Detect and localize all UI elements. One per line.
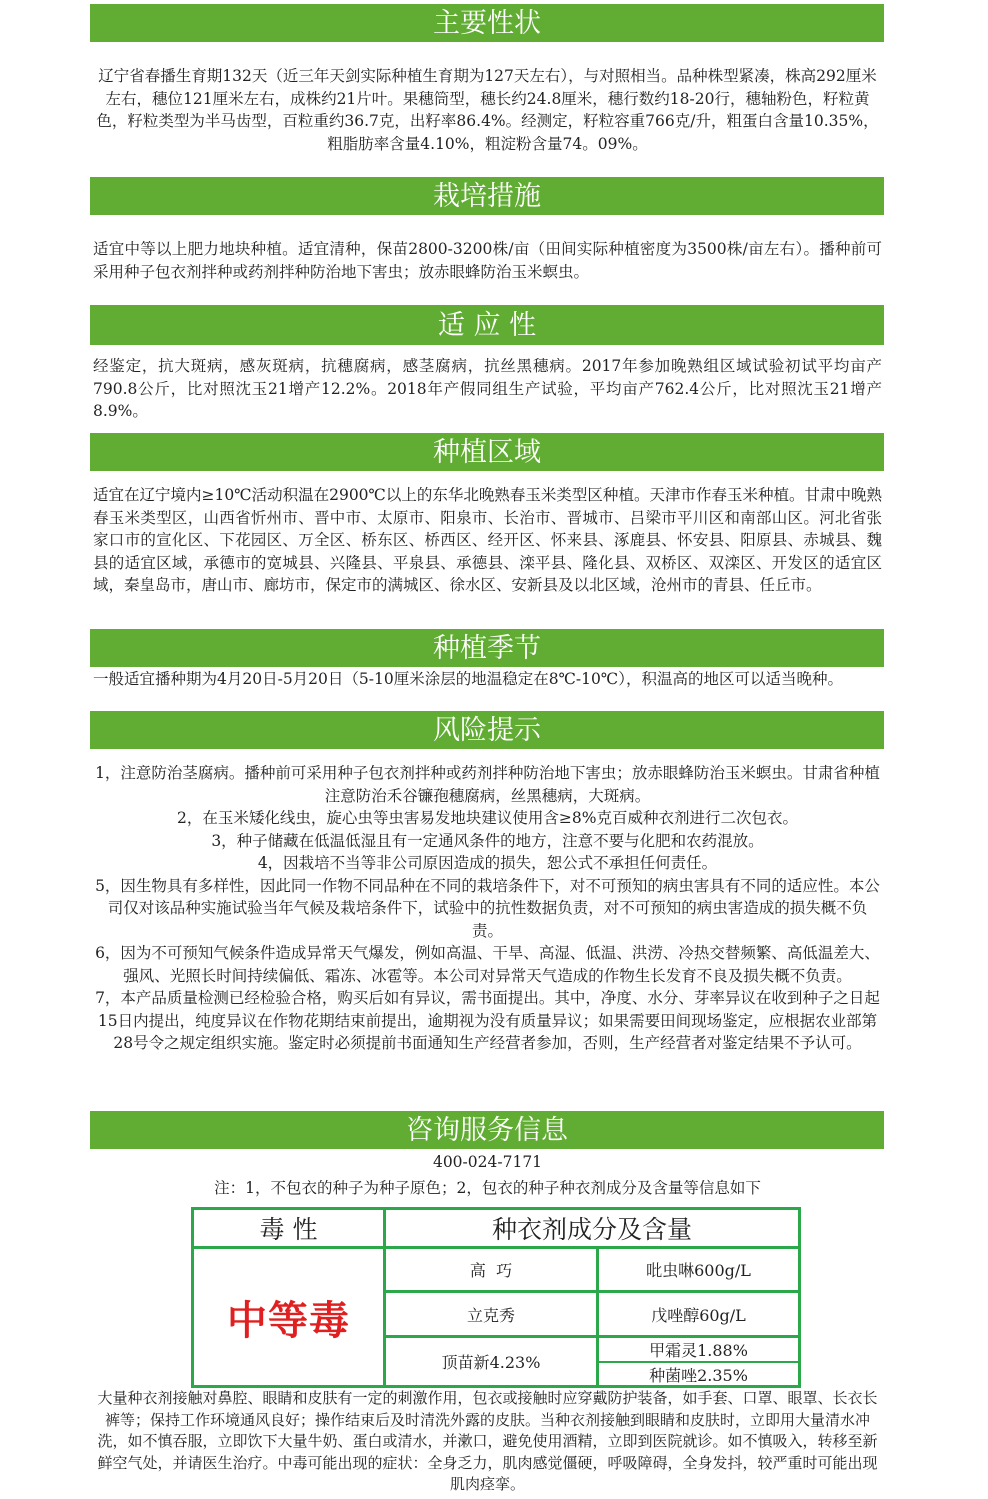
product-name: 立克秀 [466,1305,515,1325]
service-phone: 400-024-7171 [432,1153,543,1171]
risk-item: 4，因栽培不当等非公司原因造成的损失，恕公式不承担任何责任。 [257,854,718,872]
section-header-season: 种植季节 [90,629,884,667]
service-note: 注：1，不包衣的种子为种子原色；2，包衣的种子种衣剂成分及含量等信息如下 [214,1179,761,1197]
risk-item: 1，注意防治茎腐病。播种前可采用种子包衣剂拌种或药剂拌种防治地下害虫；放赤眼蜂防治玉米螟虫。甘肃省种植注意防治禾谷镰孢穗腐病，丝黑穗病，大斑病。 [95,764,880,805]
product-name: 高 巧 [469,1261,513,1280]
risk-list [93,762,882,1055]
season-text: 一般适宜播种期为4月20日-5月20日（5-10厘米涂层的地温稳定在8℃-10℃），积温高的地区可以适当晚种。 [93,670,843,688]
ingredient: 吡虫啉600g/L [646,1261,751,1280]
header-toxicity: 毒 性 [259,1215,318,1244]
section-header-adaptability: 适 应 性 [90,305,884,345]
section-header-service: 咨询服务信息 [90,1111,884,1149]
seed-coating-table [191,1207,801,1388]
safety-warning: 大量种衣剂接触对鼻腔、眼睛和皮肤有一定的刺激作用，包衣或接触时应穿戴防护装备，如手套、口罩、眼罩、长衣长裤等；保持工作环境通风良好；操作结束后及时清洗外露的皮肤。当种衣剂接触到眼睛和皮肤时，立即用大量清水冲洗，如不慎吞服，立即饮下大量牛奶、蛋白或清水，并漱口，避免使用酒精，立即到医院就诊。如不慎吸入，转移至新鲜空气处，并请医生治疗。中毒可能出现的症状：全身乏力，肌肉感觉僵硬，呼吸障碍，全身发抖，较严重时可能出现肌肉痉挛。 [97,1389,878,1493]
traits-text: 辽宁省春播生育期132天（近三年天剑实际种植生育期为127天左右），与对照相当。品种株型紧凑，株高292厘米左右，穗位121厘米左右，成株约21片叶。果穗筒型，穗长约24.8厘米，穗行数约18-20行，穗轴粉色，籽粒黄色，籽粒类型为半马齿型，百粒重约36.7克，出籽率86.4%。经测定，籽粒容重766克/升，粗蛋白含量10.35%，粗脂肪率含量4.10%，粗淀粉含量74。09%。 [96,67,879,153]
ingredient: 种菌唑2.35% [649,1365,748,1385]
toxicity-value: 中等毒 [227,1297,350,1344]
risk-item: 6，因为不可预知气候条件造成异常天气爆发，例如高温、干旱、高湿、低温、洪涝、冷热交替频繁、高低温差大、强风、光照长时间持续偏低、霜冻、冰雹等。本公司对异常天气造成的作物生长发育不良及损失概不负责。 [95,944,880,985]
header-components: 种衣剂成分及含量 [491,1215,692,1244]
region-text: 适宜在辽宁境内≥10℃活动积温在2900℃以上的东华北晚熟春玉米类型区种植。天津市作春玉米种植。甘肃中晚熟春玉米类型区，山西省忻州市、晋中市、太原市、阳泉市、长治市、晋城市、吕梁市平川区和南部山区。河北省张家口市的宣化区、下花园区、万全区、桥东区、桥西区、经开区、怀来县、涿鹿县、怀安县、阳原县、赤城县、魏县的适宜区域，承德市的宽城县、兴隆县、平泉县、承德县、滦平县、隆化县、双桥区、双滦区、开发区的适宜区域，秦皇岛市，唐山市、廊坊市，保定市的满城区、徐水区、安新县及以北区域，沧州市的青县、任丘市。 [93,486,882,594]
section-header-cultivation: 栽培措施 [90,177,884,215]
ingredient: 戊唑醇60g/L [651,1305,746,1325]
product-name: 顶苗新4.23% [441,1353,541,1372]
risk-item: 5，因生物具有多样性，因此同一作物不同品种在不同的栽培条件下，对不可预知的病虫害具有不同的适应性。本公司仅对该品种实施试验当年气候及栽培条件下，试验中的抗性数据负责，对不可预知的病虫害造成的损失概不负责。 [95,876,880,940]
section-header-traits: 主要性状 [90,4,884,42]
adaptability-text: 经鉴定，抗大斑病，感灰斑病，抗穗腐病，感茎腐病，抗丝黑穗病。2017年参加晚熟组区域试验初试平均亩产790.8公斤，比对照沈玉21增产12.2%。2018年产假同组生产试验，平均亩产762.4公斤，比对照沈玉21增产8.9%。 [93,357,882,420]
risk-item: 7，本产品质量检测已经检验合格，购买后如有异议，需书面提出。其中，净度、水分、芽率异议在收到种子之日起15日内提出，纯度异议在作物花期结束前提出，逾期视为没有质量异议；如果需要田间现场鉴定，应根据农业部第28号令之规定组织实施。鉴定时必须提前书面通知生产经营者参加，否则，生产经营者对鉴定结果不予认可。 [95,989,880,1052]
section-header-region: 种植区域 [90,433,884,471]
cultivation-text: 适宜中等以上肥力地块种植。适宜清种，保苗2800-3200株/亩（田间实际种植密度为3500株/亩左右）。播种前可采用种子包衣剂拌种或药剂拌种防治地下害虫；放赤眼蜂防治玉米螟虫。 [93,240,882,281]
risk-item: 2，在玉米矮化线虫，旋心虫等虫害易发地块建议使用含≥8%克百威种衣剂进行二次包衣。 [177,809,798,827]
section-header-risk: 风险提示 [90,711,884,749]
risk-item: 3，种子储藏在低温低湿且有一定通风条件的地方，注意不要与化肥和农药混放。 [211,831,764,850]
ingredient: 甲霜灵1.88% [649,1341,748,1360]
